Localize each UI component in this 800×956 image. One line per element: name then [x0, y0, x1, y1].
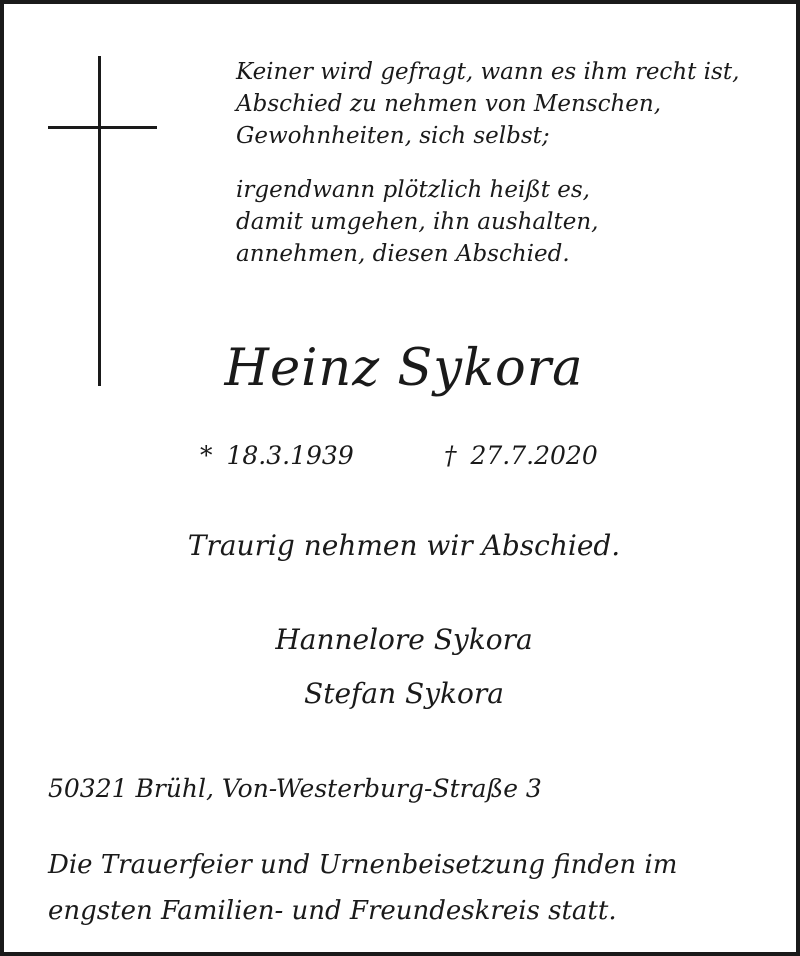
poem-line: Keiner wird gefragt, wann es ihm recht ist, [236, 59, 740, 85]
poem-line: Gewohnheiten, sich selbst; [236, 123, 550, 149]
ceremony-note-line: engsten Familien- und Freundeskreis statt. [48, 896, 617, 926]
death-dagger-icon: † [444, 441, 457, 470]
ceremony-note-line: Die Trauerfeier und Urnenbeisetzung finden im [48, 850, 678, 880]
birth-date-line [200, 438, 354, 474]
poem-line: Abschied zu nehmen von Menschen, [236, 91, 662, 117]
mourner-name: Hannelore Sykora [275, 623, 533, 656]
farewell-text: Traurig nehmen wir Abschied. [187, 529, 621, 562]
birth-date: 18.3.1939 [226, 441, 354, 470]
mourner-name: Stefan Sykora [304, 677, 504, 710]
birth-star-icon: * [200, 441, 213, 470]
ceremony-note [48, 842, 778, 934]
cross-horizontal-bar [48, 126, 157, 129]
death-date-line [444, 438, 598, 474]
poem-stanza-2 [236, 174, 776, 270]
deceased-name: Heinz Sykora [224, 339, 584, 398]
family-address: 50321 Brühl, Von-Westerburg-Straße 3 [48, 774, 542, 803]
poem-line: irgendwann plötzlich heißt es, [236, 177, 590, 203]
death-date: 27.7.2020 [470, 441, 598, 470]
poem-line: damit umgehen, ihn aushalten, [236, 209, 599, 235]
poem-stanza-1 [236, 56, 776, 152]
poem-line: annehmen, diesen Abschied. [236, 241, 570, 267]
